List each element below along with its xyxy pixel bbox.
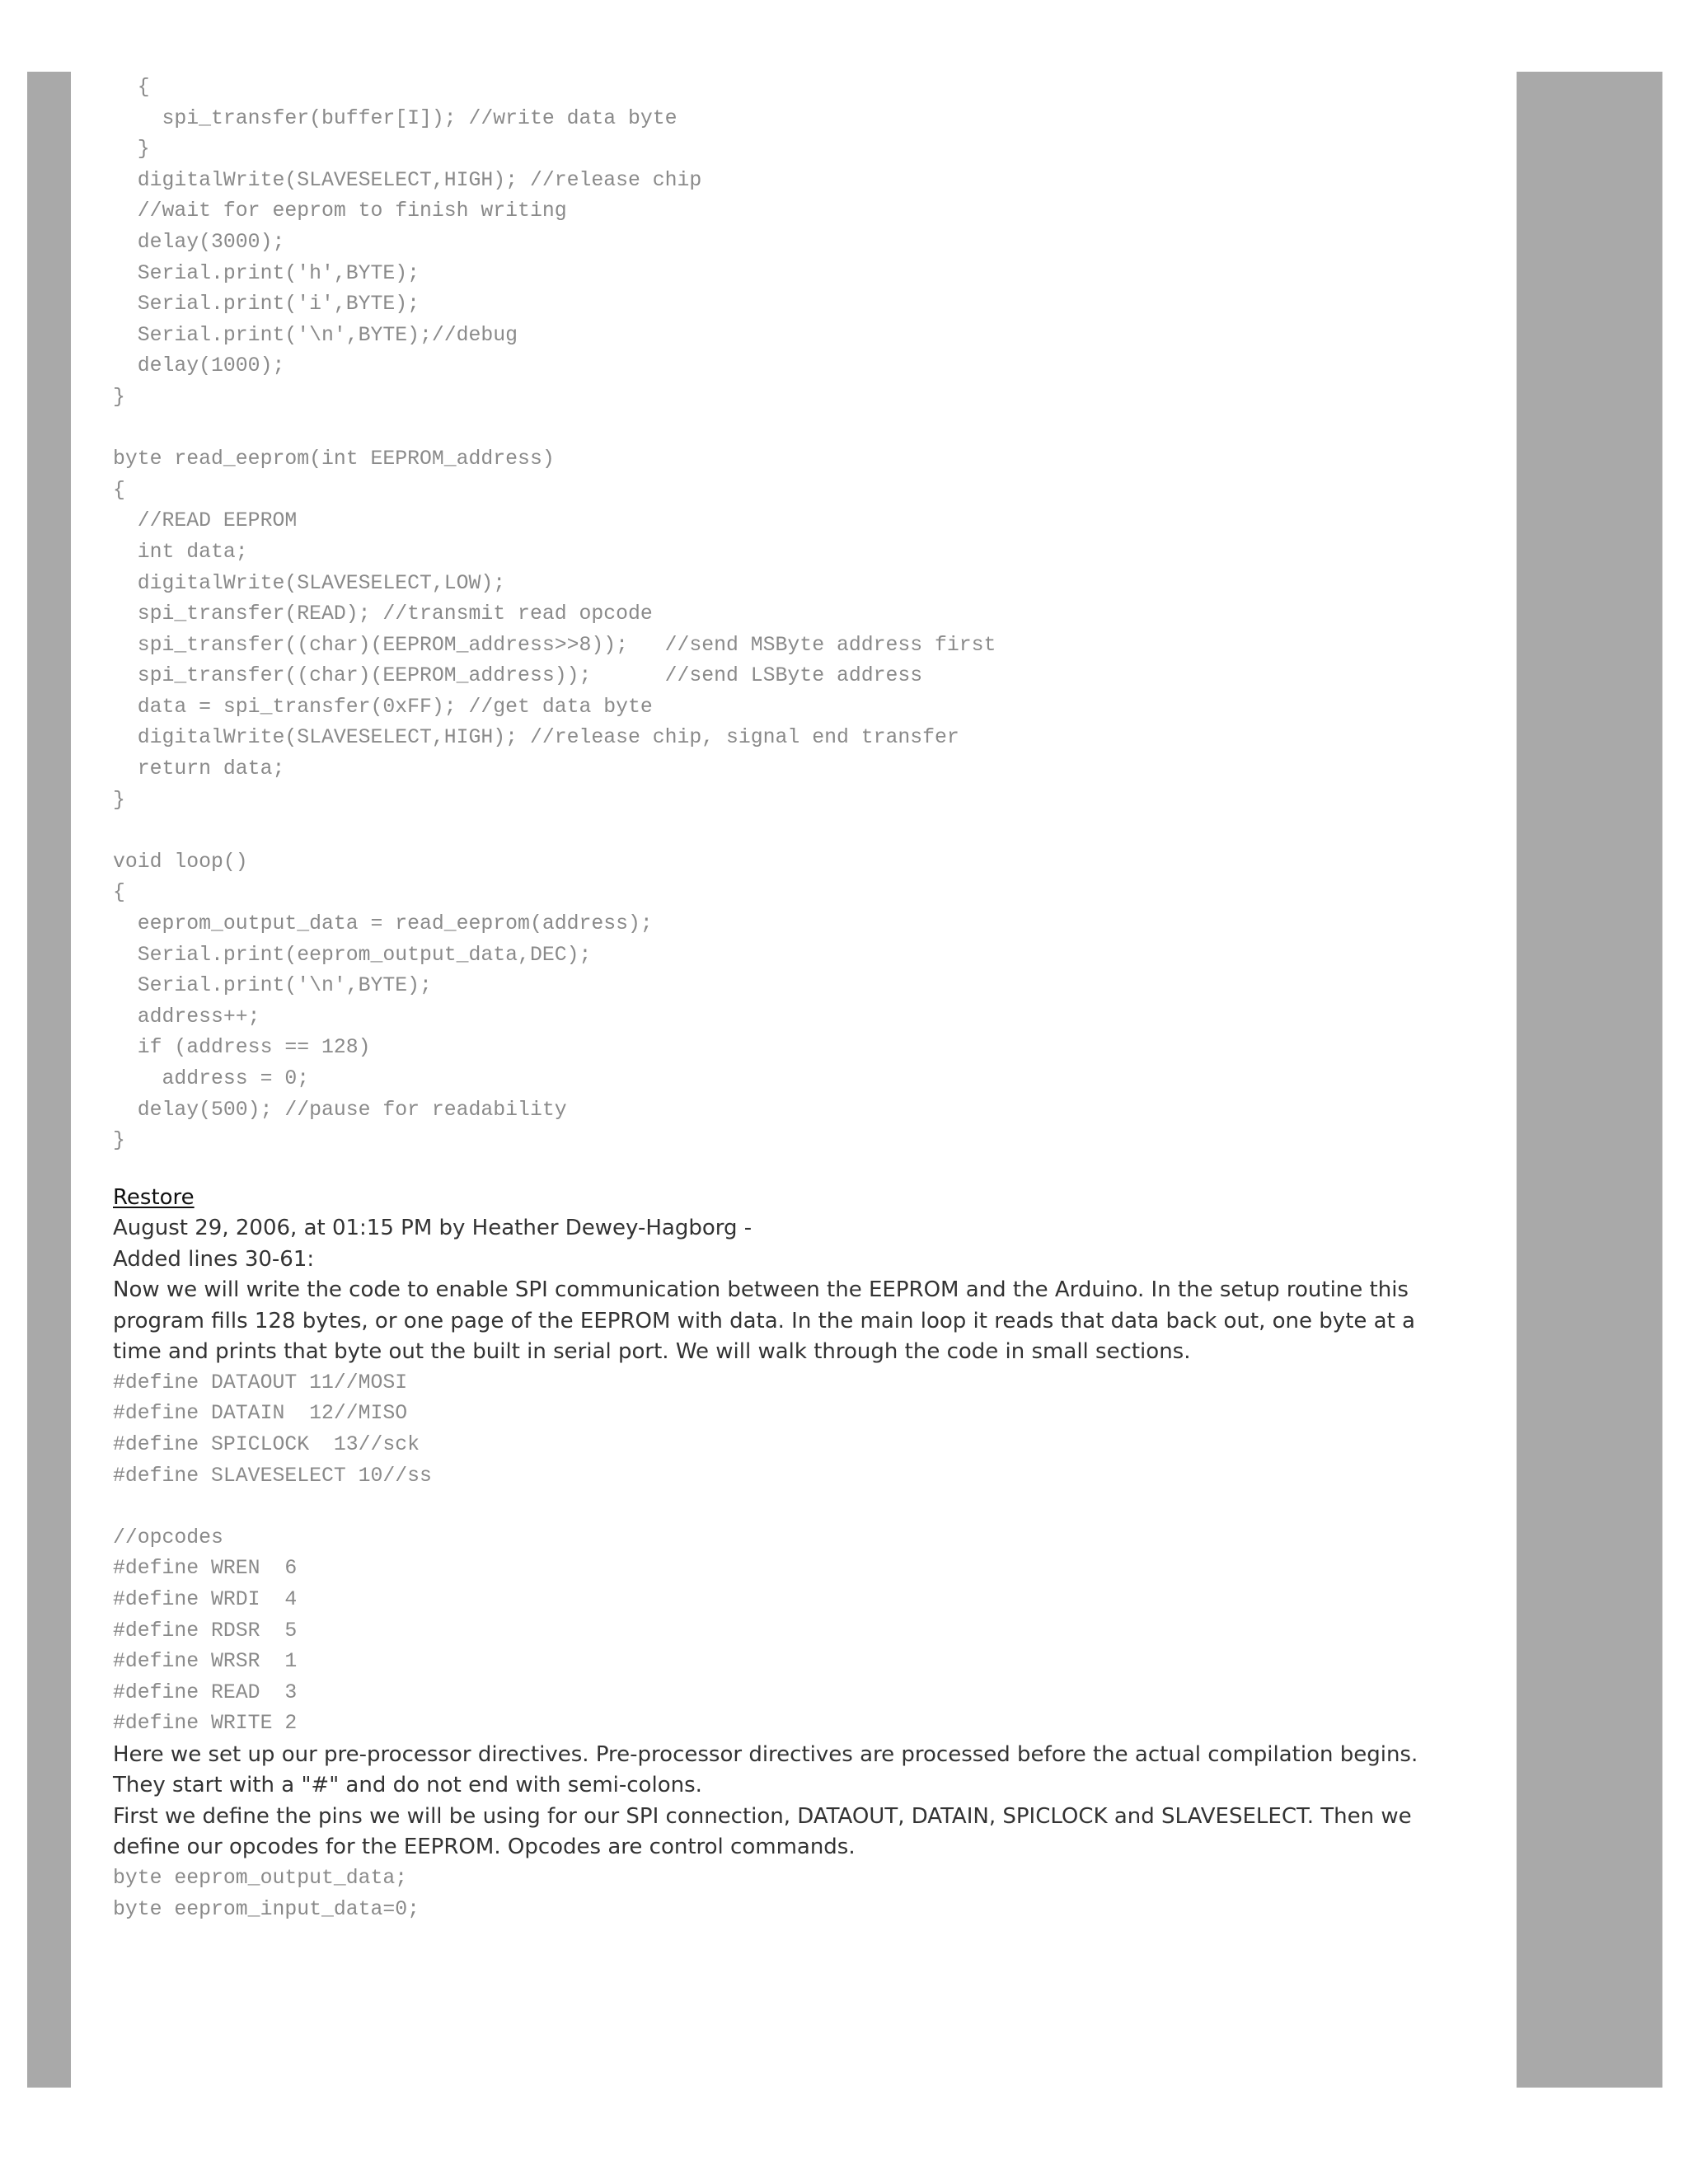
revision-history-entry [113,1183,1448,1276]
page-content [113,73,1448,1925]
code-block-defines: #define DATAOUT 11//MOSI #define DATAIN 12//MISO #define SPICLOCK 13//sck #define SLAVESELECT 10//ss //opcodes #define WREN 6 #define WRDI 4 #define RDSR 5 #define WRSR 1 #define READ 3 #define WRITE 2 [113,1371,432,1736]
paragraph-spi-intro: Now we will write the code to enable SPI communication between the EEPROM and the Arduino. In the setup routine this program fills 128 bytes, or one page of the EEPROM with data. In the main loop it reads that data back out, one byte at a time and prints that byte out the built in serial port. We will walk through the code in small sections. [113,1277,1415,1365]
code-block-read-eeprom-loop: { spi_transfer(buffer[I]); //write data byte } digitalWrite(SLAVESELECT,HIGH); //release chip //wait for eeprom to finish writing delay(3000); Serial.print('h',BYTE); Serial.print('i',BYTE); Serial.print('\n',BYTE);//debug delay(1000); } byte read_eeprom(int EEPROM_address) { //READ EEPROM int data; digitalWrite(SLAVESELECT,LOW); spi_transfer(READ); //transmit read opcode spi_transfer((char)(EEPROM_address>>8)); //send MSByte address first spi_transfer((char)(EEPROM_address)); //send LSByte address data = spi_transfer(0xFF); //get data byte digitalWrite(SLAVESELECT,HIGH); //release chip, signal end transfer return data; } void loop() { eeprom_output_data = read_eeprom(address); Serial.print(eeprom_output_data,DEC); Serial.print('\n',BYTE); address++; if (address == 128) address = 0; delay(500); //pause for readability } [113,76,996,1153]
paragraph-preprocessor: Here we set up our pre-processor directives. Pre-processor directives are processed before the actual compilation begins. They start with a "#" and do not end with semi-colons. [113,1741,1418,1798]
restore-link[interactable]: Restore [113,1184,195,1210]
edit-info: August 29, 2006, at 01:15 PM by Heather Dewey-Hagborg - [113,1216,753,1241]
paragraph-pins-opcodes: First we define the pins we will be using for our SPI connection, DATAOUT, DATAIN, SPICLOCK and SLAVESELECT. Then we define our opcodes for the EEPROM. Opcodes are control commands. [113,1803,1412,1860]
right-margin-bar [1517,72,1662,2088]
left-margin-bar [27,72,71,2088]
added-lines-note: Added lines 30-61: [113,1246,315,1272]
code-block-variables: byte eeprom_output_data; byte eeprom_input_data=0; [113,1866,420,1921]
